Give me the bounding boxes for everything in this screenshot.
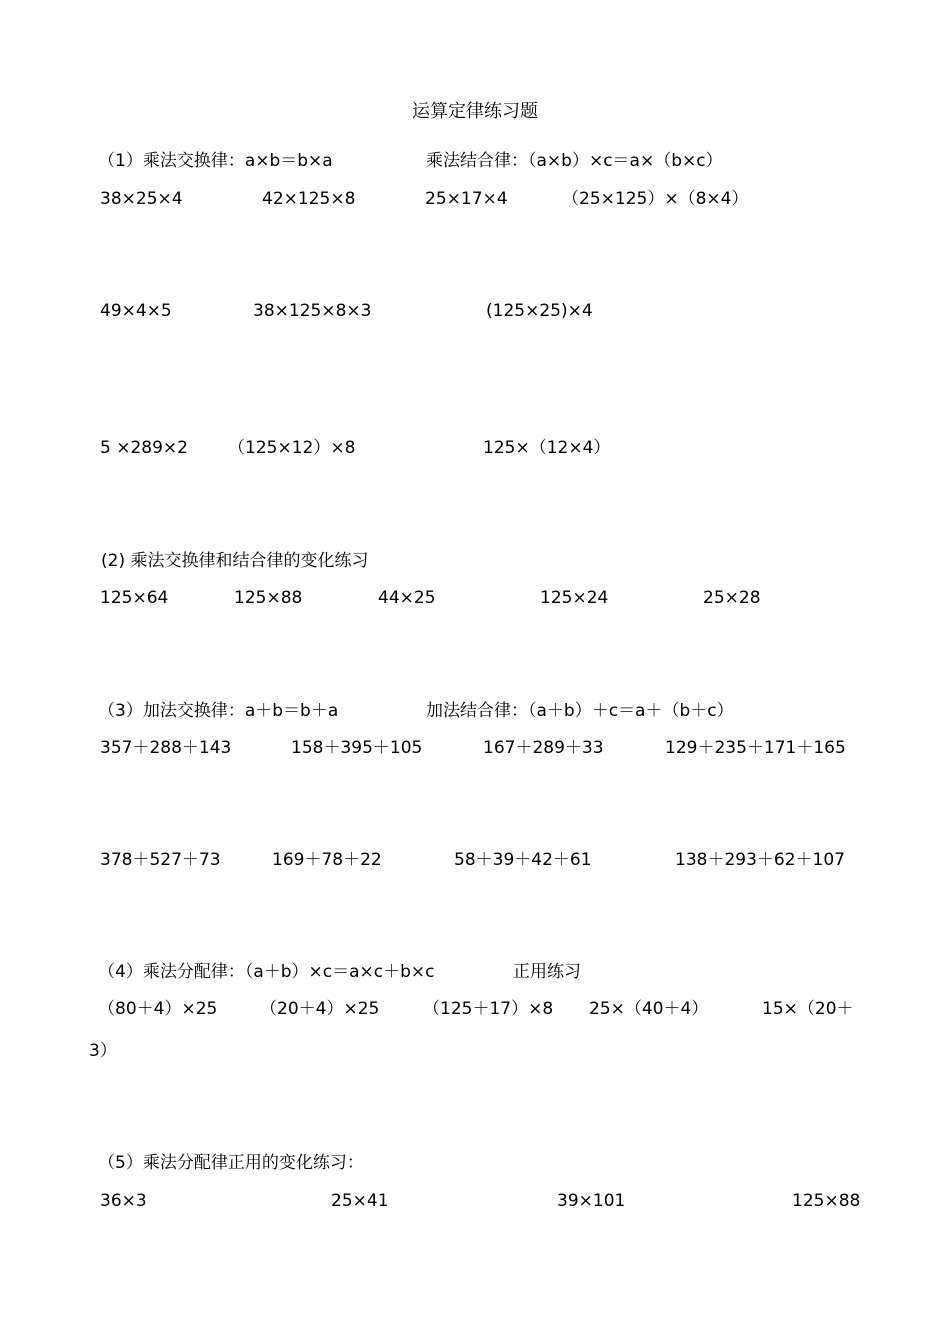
problem: 49×4×5 [100, 301, 172, 321]
problem: 158＋395＋105 [291, 738, 423, 758]
section-5-heading: （5）乘法分配律正用的变化练习： [98, 1153, 364, 1173]
problem: 36×3 [100, 1191, 147, 1211]
problem: 125×88 [792, 1191, 861, 1211]
problem: 25×17×4 [425, 189, 508, 209]
problem: (125×25)×4 [486, 301, 593, 321]
problem: 5 ×289×2 [100, 438, 188, 458]
problem: 378＋527＋73 [100, 850, 221, 870]
section-1-heading: （1）乘法交换律：a×b＝b×a [98, 151, 333, 171]
problem: 357＋288＋143 [100, 738, 232, 758]
problem: （125×12）×8 [228, 438, 356, 458]
section-1-rule-associative: 乘法结合律：（a×b）×c＝a×（b×c） [426, 151, 723, 171]
problem: 138＋293＋62＋107 [675, 850, 845, 870]
problem: 38×25×4 [100, 189, 183, 209]
problem: （125＋17）×8 [423, 999, 554, 1019]
problem: 58＋39＋42＋61 [454, 850, 592, 870]
section-2-heading: (2) 乘法交换律和结合律的变化练习 [101, 551, 369, 571]
problem: 125×64 [100, 588, 169, 608]
problem: 25×41 [331, 1191, 389, 1211]
section-3-heading: （3）加法交换律：a＋b＝b＋a [98, 701, 339, 721]
problem: 125×24 [540, 588, 609, 608]
page-title: 运算定律练习题 [412, 101, 538, 122]
problem: 167＋289＋33 [483, 738, 604, 758]
problem: （80＋4）×25 [98, 999, 218, 1019]
problem: 42×125×8 [262, 189, 356, 209]
problem: 44×25 [378, 588, 436, 608]
section-4-heading: （4）乘法分配律：（a＋b）×c＝a×c＋b×c [98, 962, 435, 982]
problem: 169＋78＋22 [272, 850, 382, 870]
problem: 15×（20＋ [762, 999, 854, 1019]
problem: 25×（40＋4） [589, 999, 709, 1019]
problem: 129＋235＋171＋165 [665, 738, 846, 758]
problem: 125×88 [234, 588, 303, 608]
problem: 39×101 [557, 1191, 626, 1211]
problem: 125×（12×4） [483, 438, 611, 458]
problem: （20＋4）×25 [260, 999, 380, 1019]
problem-continuation: 3） [89, 1041, 117, 1061]
problem: （25×125）×（8×4） [562, 189, 749, 209]
problem: 38×125×8×3 [253, 301, 372, 321]
problem: 25×28 [703, 588, 761, 608]
section-3-rule-associative: 加法结合律：（a＋b）＋c＝a＋（b＋c） [426, 701, 734, 721]
section-4-positive-practice-label: 正用练习 [513, 962, 581, 982]
